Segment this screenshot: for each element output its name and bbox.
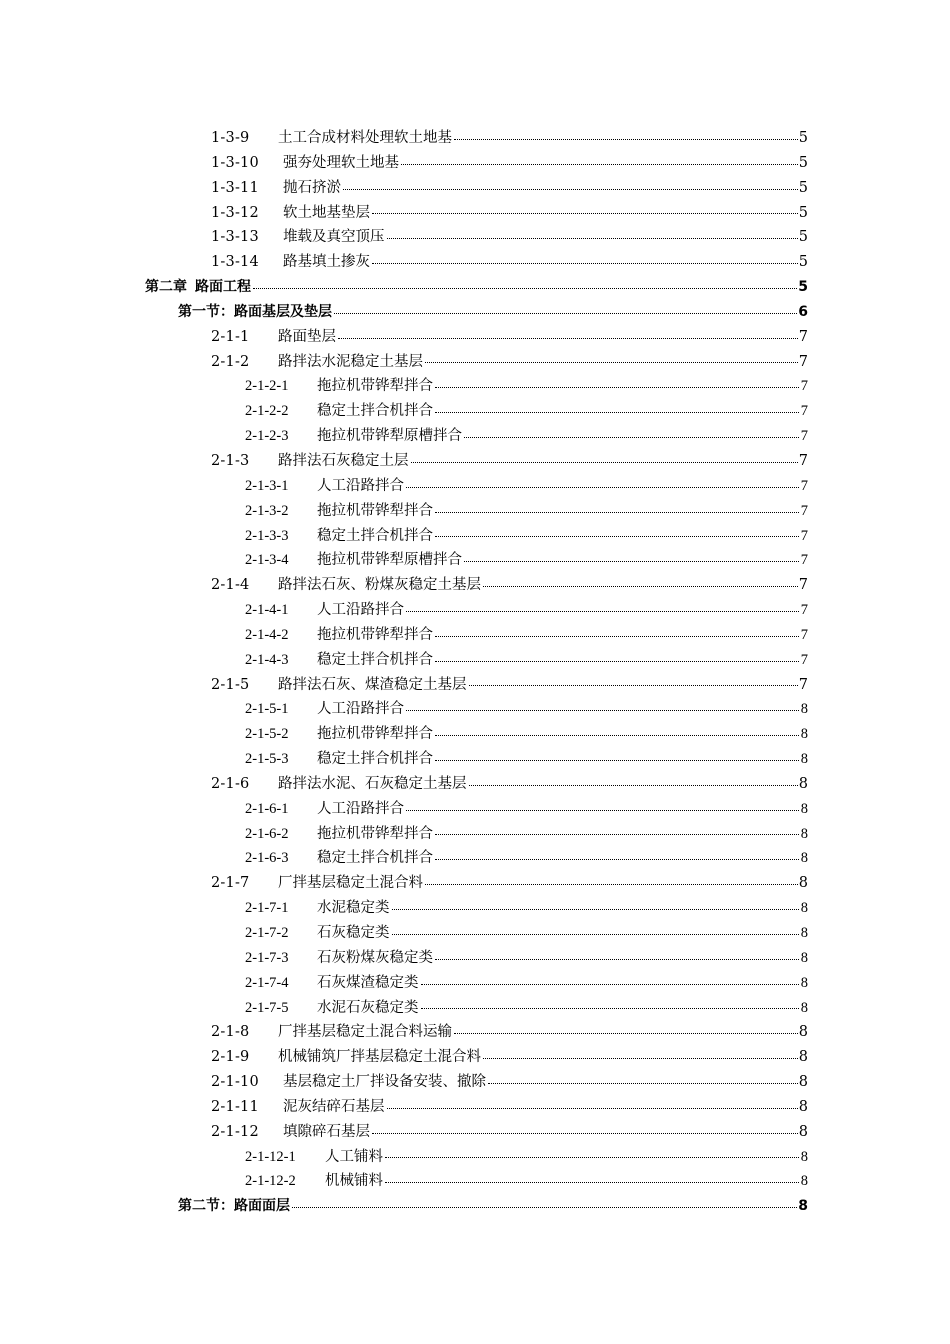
toc-entry-title: 水泥稳定类 (317, 896, 391, 921)
dot-leader (392, 908, 800, 910)
dot-leader (372, 1132, 798, 1134)
toc-entry-page-number: 8 (798, 1198, 808, 1215)
toc-entry-page-number: 5 (798, 229, 808, 246)
toc-entry-page-number: 8 (800, 1148, 808, 1165)
toc-entry[interactable] (0, 822, 950, 847)
toc-entry-title: 拖拉机带铧犁拌合 (317, 374, 434, 399)
toc-entry-number: 2-1-3-1 (245, 477, 289, 494)
toc-entry-page-number: 7 (800, 403, 808, 420)
toc-entry-page-number: 8 (800, 751, 808, 768)
toc-entry-title: 拖拉机带铧犁拌合 (317, 623, 434, 648)
toc-entry-number: 1-3-10 (211, 154, 259, 171)
toc-entry-number: 2-1-12-1 (245, 1148, 296, 1165)
toc-entry-page-number: 7 (800, 651, 808, 668)
toc-entry-title: 第二节：路面面层 (178, 1194, 291, 1219)
toc-entry-title: 堆载及真空顶压 (283, 225, 386, 250)
toc-entry-title: 稳定土拌合机拌合 (317, 524, 434, 549)
dot-leader (292, 1206, 797, 1208)
dot-leader (392, 933, 800, 935)
toc-entry-page-number: 8 (800, 925, 808, 941)
toc-entry[interactable] (0, 573, 950, 598)
toc-entry-page-number: 5 (798, 179, 808, 196)
toc-entry-number: 1-3-13 (211, 229, 259, 246)
toc-entry-title: 拖拉机带铧犁拌合 (317, 722, 434, 747)
toc-entry-page-number: 8 (800, 701, 808, 718)
dot-leader (435, 958, 799, 960)
toc-entry[interactable] (0, 971, 950, 996)
dot-leader (435, 511, 799, 513)
toc-entry-page-number: 7 (798, 452, 808, 469)
toc-entry-page-number: 7 (800, 502, 808, 519)
toc-entry-title: 路拌法石灰、粉煤灰稳定土基层 (278, 573, 482, 598)
dot-leader (372, 262, 798, 264)
toc-entry-page-number: 8 (800, 726, 808, 743)
toc-entry-title: 拖拉机带铧犁原槽拌合 (317, 548, 463, 573)
toc-entry-page-number: 5 (798, 130, 808, 146)
toc-entry[interactable] (0, 871, 950, 896)
dot-leader (469, 684, 798, 686)
dot-leader (401, 163, 798, 165)
toc-entry-title: 机械铺筑厂拌基层稳定土混合料 (278, 1045, 482, 1070)
toc-entry-title: 稳定土拌合机拌合 (317, 399, 434, 424)
toc-entry-number: 1-3-14 (211, 254, 259, 271)
toc-entry-title: 路拌法水泥、石灰稳定土基层 (278, 772, 468, 797)
toc-entry-title: 厂拌基层稳定土混合料运输 (278, 1020, 453, 1045)
toc-entry-number: 2-1-2-1 (245, 378, 289, 395)
toc-entry[interactable] (0, 921, 950, 946)
toc-entry[interactable] (0, 1169, 950, 1194)
dot-leader (406, 809, 799, 811)
toc-entry-page-number: 8 (800, 825, 808, 842)
toc-entry[interactable] (0, 499, 950, 524)
toc-entry-page-number: 7 (800, 378, 808, 395)
toc-entry-title: 石灰稳定类 (317, 921, 391, 946)
toc-entry-number: 2-1-4-3 (245, 651, 289, 668)
toc-entry-title: 厂拌基层稳定土混合料 (278, 871, 424, 896)
dot-leader (469, 784, 798, 786)
dot-leader (406, 486, 799, 488)
toc-entry-title: 人工沿路拌合 (317, 598, 405, 623)
dot-leader (488, 1082, 798, 1084)
toc-entry-number: 2-1-7-3 (245, 949, 289, 966)
toc-entry[interactable] (0, 201, 950, 226)
toc-entry[interactable] (0, 772, 950, 797)
toc-entry-title: 稳定土拌合机拌合 (317, 747, 434, 772)
toc-entry-title: 强夯处理软土地基 (283, 151, 400, 176)
toc-entry-page-number: 6 (798, 303, 808, 320)
dot-leader (435, 833, 799, 835)
dot-leader (435, 535, 799, 537)
toc-entry[interactable] (0, 1045, 950, 1070)
dot-leader (464, 560, 799, 562)
toc-entry-title: 稳定土拌合机拌合 (317, 648, 434, 673)
toc-entry[interactable] (0, 524, 950, 549)
toc-entry[interactable] (0, 846, 950, 871)
toc-entry-number: 2-1-6-2 (245, 825, 289, 842)
toc-entry[interactable] (0, 399, 950, 424)
dot-leader (385, 1181, 799, 1183)
toc-entry[interactable] (0, 548, 950, 573)
toc-entry-title: 第一节：路面基层及垫层 (178, 300, 333, 325)
toc-entry-title: 石灰煤渣稳定类 (317, 971, 420, 996)
toc-entry-number: 2-1-2-3 (245, 428, 289, 445)
toc-entry-number: 2-1-1 (211, 328, 250, 345)
toc-entry-page-number: 8 (798, 1049, 808, 1066)
toc-entry-title: 填隙碎石基层 (283, 1120, 371, 1145)
toc-entry[interactable] (0, 722, 950, 747)
toc-entry[interactable] (0, 1194, 950, 1219)
toc-entry-number: 2-1-4 (211, 577, 250, 594)
toc-entry-page-number: 5 (798, 254, 808, 271)
toc-entry[interactable] (0, 449, 950, 474)
toc-entry-number: 2-1-5 (211, 676, 250, 693)
toc-entry-title: 石灰粉煤灰稳定类 (317, 946, 434, 971)
dot-leader (406, 709, 799, 711)
toc-entry-title: 人工沿路拌合 (317, 797, 405, 822)
dot-leader (435, 386, 799, 388)
toc-entry-title: 路基填土掺灰 (283, 250, 371, 275)
toc-entry-number: 2-1-12-2 (245, 1173, 296, 1190)
toc-entry-number: 2-1-3-4 (245, 552, 289, 569)
toc-entry-number: 2-1-11 (211, 1098, 259, 1115)
dot-leader (406, 610, 799, 612)
toc-entry[interactable] (0, 300, 950, 325)
toc-entry-number: 1-3-9 (211, 130, 250, 146)
toc-entry-page-number: 5 (798, 204, 808, 221)
toc-entry-page-number: 8 (800, 900, 808, 917)
toc-entry-page-number: 7 (800, 626, 808, 643)
toc-entry-page-number: 8 (798, 775, 808, 792)
toc-entry-number: 2-1-7-4 (245, 974, 289, 991)
toc-entry-number: 2-1-6-1 (245, 800, 289, 817)
toc-entry-title: 机械铺料 (325, 1169, 384, 1194)
dot-leader (435, 759, 799, 761)
toc-entry[interactable] (0, 1070, 950, 1095)
dot-leader (483, 1057, 798, 1059)
dot-leader (435, 734, 799, 736)
toc-entry[interactable] (0, 896, 950, 921)
dot-leader (464, 436, 799, 438)
toc-entry-number: 2-1-10 (211, 1074, 259, 1091)
toc-entry[interactable] (0, 374, 950, 399)
toc-entry[interactable] (0, 673, 950, 698)
dot-leader (435, 858, 799, 860)
toc-entry-title: 水泥石灰稳定类 (317, 996, 420, 1021)
toc-entry-title: 人工铺料 (325, 1145, 384, 1170)
toc-entry[interactable] (0, 1095, 950, 1120)
toc-entry[interactable] (0, 598, 950, 623)
toc-entry-number: 2-1-5-3 (245, 751, 289, 768)
toc-entry-number: 2-1-7-1 (245, 900, 289, 917)
table-of-contents (0, 126, 950, 1219)
toc-entry[interactable] (0, 623, 950, 648)
toc-entry-page-number: 7 (798, 676, 808, 693)
toc-entry[interactable] (0, 250, 950, 275)
toc-entry[interactable] (0, 797, 950, 822)
dot-leader (454, 138, 798, 140)
toc-entry-number: 2-1-3-2 (245, 502, 289, 519)
toc-entry[interactable] (0, 648, 950, 673)
toc-entry-title: 稳定土拌合机拌合 (317, 846, 434, 871)
toc-entry[interactable] (0, 474, 950, 499)
toc-entry[interactable] (0, 946, 950, 971)
toc-entry-title: 人工沿路拌合 (317, 474, 405, 499)
dot-leader (425, 883, 798, 885)
toc-entry-page-number: 7 (800, 527, 808, 544)
toc-entry-number: 2-1-9 (211, 1049, 250, 1066)
toc-entry-title: 拖拉机带铧犁原槽拌合 (317, 424, 463, 449)
dot-leader (435, 411, 799, 413)
toc-entry[interactable] (0, 1145, 950, 1170)
toc-entry-title: 路拌法水泥稳定土基层 (278, 350, 424, 375)
toc-entry[interactable] (0, 350, 950, 375)
toc-entry[interactable] (0, 225, 950, 250)
toc-entry-page-number: 8 (798, 875, 808, 892)
toc-entry-title: 路面工程 (195, 275, 252, 300)
dot-leader (334, 312, 797, 314)
toc-entry-number: 2-1-6 (211, 775, 250, 792)
dot-leader (483, 585, 798, 587)
toc-entry[interactable] (0, 1120, 950, 1145)
toc-entry-number: 2-1-4-2 (245, 626, 289, 643)
toc-entry-number: 2-1-4-1 (245, 602, 289, 619)
toc-entry-page-number: 7 (800, 552, 808, 569)
toc-entry[interactable] (0, 126, 950, 151)
toc-entry[interactable] (0, 697, 950, 722)
dot-leader (454, 1032, 798, 1034)
dot-leader (411, 461, 798, 463)
toc-entry-page-number: 8 (800, 850, 808, 867)
dot-leader (385, 1156, 799, 1158)
toc-entry-title: 路面垫层 (278, 325, 337, 350)
toc-entry-number: 2-1-3 (211, 452, 250, 469)
toc-entry-page-number: 8 (800, 1173, 808, 1190)
toc-entry-number: 2-1-5-2 (245, 726, 289, 743)
toc-entry-page-number: 7 (800, 477, 808, 494)
dot-leader (421, 983, 800, 985)
toc-entry-page-number: 7 (798, 328, 808, 345)
toc-entry-title: 人工沿路拌合 (317, 697, 405, 722)
toc-entry-page-number: 8 (800, 800, 808, 817)
toc-entry[interactable] (0, 325, 950, 350)
toc-entry-number: 2-1-2 (211, 353, 250, 370)
toc-entry-number: 2-1-7-2 (245, 925, 289, 941)
toc-entry[interactable] (0, 996, 950, 1021)
dot-leader (435, 635, 799, 637)
toc-entry-title: 拖拉机带铧犁拌合 (317, 822, 434, 847)
dot-leader (435, 660, 799, 662)
dot-leader (421, 1007, 800, 1009)
toc-entry-page-number: 8 (798, 1123, 808, 1140)
toc-entry-page-number: 8 (800, 949, 808, 966)
toc-entry-title: 软土地基垫层 (283, 201, 371, 226)
toc-entry-number: 2-1-7-5 (245, 999, 289, 1016)
toc-entry-title: 土工合成材料处理软土地基 (278, 126, 453, 151)
toc-entry[interactable] (0, 176, 950, 201)
toc-entry-page-number: 5 (798, 279, 808, 296)
toc-entry-page-number: 8 (800, 999, 808, 1016)
toc-entry-number: 2-1-3-3 (245, 527, 289, 544)
dot-leader (387, 237, 798, 239)
toc-entry-page-number: 8 (798, 1098, 808, 1115)
toc-entry-title: 基层稳定土厂拌设备安装、撤除 (283, 1070, 487, 1095)
dot-leader (425, 361, 798, 363)
dot-leader (253, 287, 797, 289)
toc-entry-number: 2-1-7 (211, 875, 250, 892)
toc-entry-title: 路拌法石灰稳定土层 (278, 449, 410, 474)
toc-entry-number: 2-1-12 (211, 1123, 259, 1140)
toc-entry-number: 2-1-2-2 (245, 403, 289, 420)
toc-entry-page-number: 8 (798, 1024, 808, 1041)
toc-entry-number: 1-3-11 (211, 179, 259, 196)
toc-entry-page-number: 7 (798, 577, 808, 594)
toc-entry-title: 路拌法石灰、煤渣稳定土基层 (278, 673, 468, 698)
toc-entry-title: 泥灰结碎石基层 (283, 1095, 386, 1120)
dot-leader (338, 337, 798, 339)
toc-entry[interactable] (0, 1020, 950, 1045)
toc-entry-title: 拖拉机带铧犁拌合 (317, 499, 434, 524)
toc-entry-page-number: 5 (798, 154, 808, 171)
toc-entry-page-number: 8 (800, 974, 808, 991)
toc-entry-number: 第二章 (145, 279, 187, 296)
toc-entry-page-number: 8 (798, 1074, 808, 1091)
dot-leader (343, 188, 798, 190)
toc-entry[interactable] (0, 275, 950, 300)
toc-entry-number: 1-3-12 (211, 204, 259, 221)
toc-entry-title: 抛石挤淤 (283, 176, 342, 201)
toc-entry[interactable] (0, 424, 950, 449)
toc-entry[interactable] (0, 747, 950, 772)
toc-entry[interactable] (0, 151, 950, 176)
toc-entry-number: 2-1-8 (211, 1024, 250, 1041)
toc-entry-number: 2-1-5-1 (245, 701, 289, 718)
toc-entry-page-number: 7 (800, 602, 808, 619)
toc-entry-page-number: 7 (798, 353, 808, 370)
toc-entry-page-number: 7 (800, 428, 808, 445)
toc-entry-number: 2-1-6-3 (245, 850, 289, 867)
dot-leader (372, 212, 798, 214)
dot-leader (387, 1107, 798, 1109)
